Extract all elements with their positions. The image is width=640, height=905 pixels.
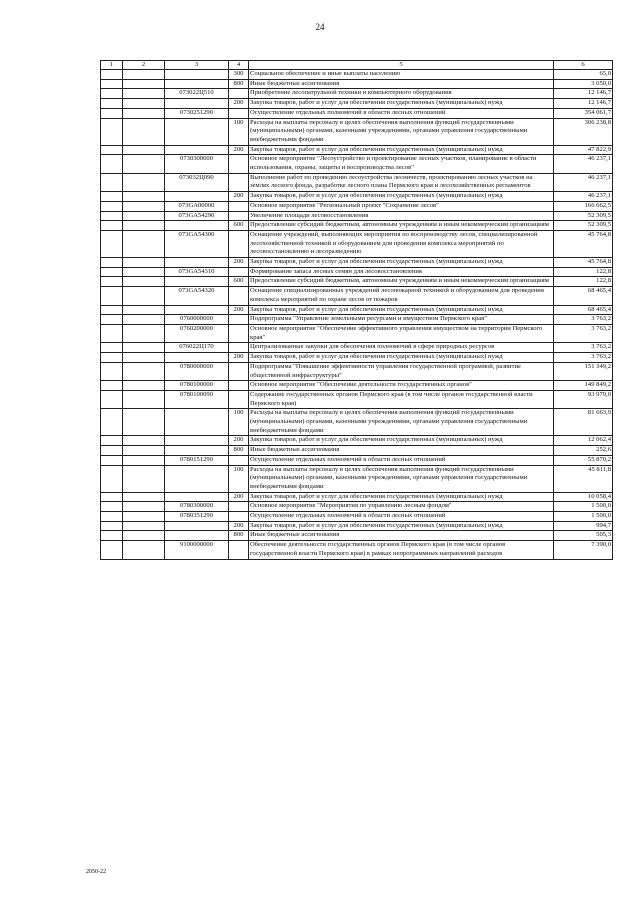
amount-cell: 151 349,2 bbox=[554, 362, 613, 380]
col-1-cell bbox=[101, 455, 123, 465]
item-name-cell: Централизованные закупки для обеспечения полномочий в сфере природных ресурсов bbox=[249, 343, 554, 353]
amount-cell: 55 870,2 bbox=[554, 455, 613, 465]
table-row bbox=[101, 89, 613, 99]
item-name-cell: Подпрограмма "Управление земельными ресурсами и имуществом Пермского края" bbox=[249, 315, 554, 325]
table-row bbox=[101, 502, 613, 512]
table-header-row bbox=[101, 61, 613, 70]
item-name-cell: Закупка товаров, работ и услуг для обеспечения государственных (муниципальных) нужд bbox=[249, 99, 554, 109]
table-row bbox=[101, 230, 613, 257]
column-header-1: 1 bbox=[101, 61, 123, 70]
target-code-cell bbox=[165, 436, 229, 446]
expense-type-cell: 100 bbox=[229, 409, 249, 436]
expense-type-cell bbox=[229, 343, 249, 353]
table-row bbox=[101, 192, 613, 202]
target-code-cell: 9100000000 bbox=[165, 541, 229, 559]
amount-cell: 122,8 bbox=[554, 277, 613, 287]
col-2-cell bbox=[123, 201, 165, 211]
target-code-cell: 0780151290 bbox=[165, 455, 229, 465]
amount-cell: 252,6 bbox=[554, 446, 613, 456]
table-row bbox=[101, 492, 613, 502]
item-name-cell: Закупка товаров, работ и услуг для обеспечения государственных (муниципальных) нужд bbox=[249, 192, 554, 202]
col-2-cell bbox=[123, 521, 165, 531]
amount-cell: 3 050,0 bbox=[554, 79, 613, 89]
column-header-6: 6 bbox=[554, 61, 613, 70]
table-row bbox=[101, 118, 613, 145]
table-row bbox=[101, 305, 613, 315]
amount-cell: 149 849,2 bbox=[554, 381, 613, 391]
col-2-cell bbox=[123, 145, 165, 155]
expense-type-cell bbox=[229, 173, 249, 191]
expense-type-cell bbox=[229, 502, 249, 512]
target-code-cell bbox=[165, 118, 229, 145]
target-code-cell: 0760200000 bbox=[165, 324, 229, 342]
target-code-cell: 0730251290 bbox=[165, 108, 229, 118]
expense-type-cell bbox=[229, 201, 249, 211]
col-1-cell bbox=[101, 362, 123, 380]
expense-type-cell: 200 bbox=[229, 192, 249, 202]
expense-type-cell: 800 bbox=[229, 531, 249, 541]
target-code-cell: 0780000000 bbox=[165, 362, 229, 380]
target-code-cell bbox=[165, 446, 229, 456]
col-1-cell bbox=[101, 267, 123, 277]
col-1-cell bbox=[101, 343, 123, 353]
col-1-cell bbox=[101, 155, 123, 173]
target-code-cell bbox=[165, 192, 229, 202]
amount-cell: 45 764,8 bbox=[554, 258, 613, 268]
item-name-cell: Социальное обеспечение и иные выплаты населению bbox=[249, 70, 554, 80]
col-1-cell bbox=[101, 436, 123, 446]
expense-type-cell: 800 bbox=[229, 446, 249, 456]
expense-type-cell: 200 bbox=[229, 353, 249, 363]
expense-type-cell: 100 bbox=[229, 118, 249, 145]
col-1-cell bbox=[101, 192, 123, 202]
target-code-cell: 0760000000 bbox=[165, 315, 229, 325]
item-name-cell: Основное мероприятие "Лесоустройство и проектирование лесных участков, планирование в области использования, охраны, защиты и воспроизводства лесов" bbox=[249, 155, 554, 173]
target-code-cell bbox=[165, 258, 229, 268]
expense-type-cell: 200 bbox=[229, 145, 249, 155]
item-name-cell: Иные бюджетные ассигнования bbox=[249, 79, 554, 89]
table-row bbox=[101, 79, 613, 89]
item-name-cell: Иные бюджетные ассигнования bbox=[249, 446, 554, 456]
table-row bbox=[101, 258, 613, 268]
col-2-cell bbox=[123, 118, 165, 145]
table-row bbox=[101, 201, 613, 211]
col-2-cell bbox=[123, 465, 165, 492]
col-1-cell bbox=[101, 230, 123, 257]
table-row bbox=[101, 145, 613, 155]
target-code-cell bbox=[165, 145, 229, 155]
table-row bbox=[101, 531, 613, 541]
target-code-cell bbox=[165, 409, 229, 436]
table-row bbox=[101, 315, 613, 325]
item-name-cell: Основное мероприятие "Мероприятия по управлению лесным фондом" bbox=[249, 502, 554, 512]
amount-cell: 7 390,0 bbox=[554, 541, 613, 559]
target-code-cell: 0780100090 bbox=[165, 390, 229, 408]
target-code-cell bbox=[165, 531, 229, 541]
col-2-cell bbox=[123, 512, 165, 522]
table-row bbox=[101, 465, 613, 492]
table-row bbox=[101, 446, 613, 456]
item-name-cell: Формирование запаса лесных семян для лесовосстановления bbox=[249, 267, 554, 277]
col-1-cell bbox=[101, 70, 123, 80]
amount-cell: 47 822,9 bbox=[554, 145, 613, 155]
column-header-2: 2 bbox=[123, 61, 165, 70]
item-name-cell: Приобретение лесопатрульной техники и компьютерного оборудования bbox=[249, 89, 554, 99]
col-2-cell bbox=[123, 99, 165, 109]
target-code-cell bbox=[165, 305, 229, 315]
table-row bbox=[101, 324, 613, 342]
table-row bbox=[101, 362, 613, 380]
col-1-cell bbox=[101, 305, 123, 315]
col-1-cell bbox=[101, 409, 123, 436]
amount-cell: 3 763,2 bbox=[554, 315, 613, 325]
expense-type-cell: 300 bbox=[229, 70, 249, 80]
col-1-cell bbox=[101, 315, 123, 325]
item-name-cell: Осуществление отдельных полномочий в области лесных отношений bbox=[249, 108, 554, 118]
col-1-cell bbox=[101, 353, 123, 363]
amount-cell: 81 663,9 bbox=[554, 409, 613, 436]
item-name-cell: Предоставление субсидий бюджетным, автономным учреждениям и иным некоммерческим организациям bbox=[249, 277, 554, 287]
target-code-cell bbox=[165, 70, 229, 80]
item-name-cell: Расходы на выплаты персоналу в целях обеспечения выполнения функций государственными (муниципальными) органами, казенными учреждениями, органами управления государственными внебюджетными фондами bbox=[249, 465, 554, 492]
col-2-cell bbox=[123, 446, 165, 456]
col-2-cell bbox=[123, 381, 165, 391]
expense-type-cell bbox=[229, 108, 249, 118]
col-1-cell bbox=[101, 502, 123, 512]
col-1-cell bbox=[101, 541, 123, 559]
item-name-cell: Закупка товаров, работ и услуг для обеспечения государственных (муниципальных) нужд bbox=[249, 305, 554, 315]
col-1-cell bbox=[101, 287, 123, 305]
amount-cell: 505,3 bbox=[554, 531, 613, 541]
table-row bbox=[101, 512, 613, 522]
table-row bbox=[101, 221, 613, 231]
amount-cell: 3 763,2 bbox=[554, 324, 613, 342]
col-1-cell bbox=[101, 512, 123, 522]
col-1-cell bbox=[101, 390, 123, 408]
expense-type-cell bbox=[229, 155, 249, 173]
item-name-cell: Расходы на выплаты персоналу в целях обеспечения выполнения функций государственными (муниципальными) органами, казенными учреждениями, органами управления государственными внебюджетными фондами bbox=[249, 118, 554, 145]
budget-table bbox=[100, 60, 613, 560]
item-name-cell: Закупка товаров, работ и услуг для обеспечения государственных (муниципальных) нужд bbox=[249, 492, 554, 502]
col-2-cell bbox=[123, 89, 165, 99]
target-code-cell bbox=[165, 465, 229, 492]
item-name-cell: Обеспечение деятельности государственных органов Пермского края (в том числе органов государственной власти Пермского края) в рамках непрограммных направлений расходов bbox=[249, 541, 554, 559]
table-row bbox=[101, 455, 613, 465]
item-name-cell: Иные бюджетные ассигнования bbox=[249, 531, 554, 541]
col-2-cell bbox=[123, 70, 165, 80]
expense-type-cell bbox=[229, 455, 249, 465]
table-row bbox=[101, 70, 613, 80]
col-1-cell bbox=[101, 492, 123, 502]
col-1-cell bbox=[101, 99, 123, 109]
expense-type-cell bbox=[229, 230, 249, 257]
target-code-cell: 073GA54320 bbox=[165, 287, 229, 305]
col-1-cell bbox=[101, 381, 123, 391]
amount-cell: 12 146,7 bbox=[554, 99, 613, 109]
col-1-cell bbox=[101, 258, 123, 268]
col-1-cell bbox=[101, 201, 123, 211]
target-code-cell: 076022Ц170 bbox=[165, 343, 229, 353]
item-name-cell: Подпрограмма "Повышение эффективности управления государственной программой, развитие общественной инфраструктуры" bbox=[249, 362, 554, 380]
col-1-cell bbox=[101, 446, 123, 456]
amount-cell: 52 309,5 bbox=[554, 211, 613, 221]
item-name-cell: Основное мероприятие "Обеспечение деятельности государственных органов" bbox=[249, 381, 554, 391]
col-2-cell bbox=[123, 353, 165, 363]
expense-type-cell: 200 bbox=[229, 305, 249, 315]
table-row bbox=[101, 343, 613, 353]
amount-cell: 12 146,7 bbox=[554, 89, 613, 99]
expense-type-cell: 600 bbox=[229, 221, 249, 231]
target-code-cell: 0780300000 bbox=[165, 502, 229, 512]
target-code-cell: 073022Ц510 bbox=[165, 89, 229, 99]
target-code-cell bbox=[165, 99, 229, 109]
target-code-cell: 0780351290 bbox=[165, 512, 229, 522]
budget-table-body bbox=[101, 70, 613, 560]
col-2-cell bbox=[123, 305, 165, 315]
table-row bbox=[101, 99, 613, 109]
table-row bbox=[101, 155, 613, 173]
col-2-cell bbox=[123, 502, 165, 512]
target-code-cell bbox=[165, 221, 229, 231]
expense-type-cell: 100 bbox=[229, 465, 249, 492]
col-1-cell bbox=[101, 277, 123, 287]
col-1-cell bbox=[101, 79, 123, 89]
col-1-cell bbox=[101, 173, 123, 191]
col-2-cell bbox=[123, 541, 165, 559]
col-2-cell bbox=[123, 258, 165, 268]
expense-type-cell bbox=[229, 512, 249, 522]
col-2-cell bbox=[123, 221, 165, 231]
amount-cell: 354 061,7 bbox=[554, 108, 613, 118]
col-1-cell bbox=[101, 521, 123, 531]
target-code-cell bbox=[165, 521, 229, 531]
target-code-cell bbox=[165, 79, 229, 89]
col-2-cell bbox=[123, 192, 165, 202]
expense-type-cell bbox=[229, 267, 249, 277]
table-row bbox=[101, 173, 613, 191]
item-name-cell: Выполнение работ по проведению лесоустройства лесничеств, проектированию лесных участков на землях лесного фонда, разработке лесного плана Пермского края и лесохозяйственных регламентов bbox=[249, 173, 554, 191]
col-2-cell bbox=[123, 173, 165, 191]
amount-cell: 46 237,1 bbox=[554, 155, 613, 173]
expense-type-cell bbox=[229, 287, 249, 305]
expense-type-cell: 600 bbox=[229, 277, 249, 287]
item-name-cell: Основное мероприятие "Обеспечение эффективного управления имуществом на территории Пермского края" bbox=[249, 324, 554, 342]
col-2-cell bbox=[123, 277, 165, 287]
target-code-cell bbox=[165, 353, 229, 363]
col-1-cell bbox=[101, 211, 123, 221]
col-2-cell bbox=[123, 211, 165, 221]
table-row bbox=[101, 353, 613, 363]
table-row bbox=[101, 211, 613, 221]
target-code-cell: 0730300000 bbox=[165, 155, 229, 173]
table-row bbox=[101, 108, 613, 118]
amount-cell: 3 763,2 bbox=[554, 353, 613, 363]
col-2-cell bbox=[123, 362, 165, 380]
expense-type-cell: 200 bbox=[229, 258, 249, 268]
item-name-cell: Закупка товаров, работ и услуг для обеспечения государственных (муниципальных) нужд bbox=[249, 353, 554, 363]
item-name-cell: Закупка товаров, работ и услуг для обеспечения государственных (муниципальных) нужд bbox=[249, 521, 554, 531]
expense-type-cell bbox=[229, 362, 249, 380]
expense-type-cell bbox=[229, 315, 249, 325]
table-row bbox=[101, 436, 613, 446]
column-header-4: 4 bbox=[229, 61, 249, 70]
amount-cell: 1 500,0 bbox=[554, 502, 613, 512]
item-name-cell: Закупка товаров, работ и услуг для обеспечения государственных (муниципальных) нужд bbox=[249, 145, 554, 155]
col-1-cell bbox=[101, 324, 123, 342]
amount-cell: 46 237,1 bbox=[554, 173, 613, 191]
col-1-cell bbox=[101, 465, 123, 492]
item-name-cell: Закупка товаров, работ и услуг для обеспечения государственных (муниципальных) нужд bbox=[249, 436, 554, 446]
expense-type-cell: 200 bbox=[229, 521, 249, 531]
item-name-cell: Осуществление отдельных полномочий в области лесных отношений bbox=[249, 512, 554, 522]
target-code-cell: 073GA54290 bbox=[165, 211, 229, 221]
col-2-cell bbox=[123, 108, 165, 118]
col-1-cell bbox=[101, 108, 123, 118]
expense-type-cell bbox=[229, 541, 249, 559]
target-code-cell: 073032Ц090 bbox=[165, 173, 229, 191]
amount-cell: 68 465,4 bbox=[554, 305, 613, 315]
col-2-cell bbox=[123, 155, 165, 173]
table-row bbox=[101, 287, 613, 305]
expense-type-cell: 200 bbox=[229, 99, 249, 109]
target-code-cell: 0780100000 bbox=[165, 381, 229, 391]
table-row bbox=[101, 521, 613, 531]
expense-type-cell: 200 bbox=[229, 436, 249, 446]
col-1-cell bbox=[101, 118, 123, 145]
expense-type-cell bbox=[229, 89, 249, 99]
expense-type-cell bbox=[229, 381, 249, 391]
amount-cell: 93 979,0 bbox=[554, 390, 613, 408]
col-1-cell bbox=[101, 531, 123, 541]
amount-cell: 122,8 bbox=[554, 267, 613, 277]
target-code-cell bbox=[165, 492, 229, 502]
item-name-cell: Осуществление отдельных полномочий в области лесных отношений bbox=[249, 455, 554, 465]
document-code: 2050-22 bbox=[86, 869, 106, 875]
amount-cell: 52 309,5 bbox=[554, 221, 613, 231]
expense-type-cell bbox=[229, 390, 249, 408]
col-2-cell bbox=[123, 287, 165, 305]
table-row bbox=[101, 409, 613, 436]
item-name-cell: Увеличение площади лесовосстановления bbox=[249, 211, 554, 221]
amount-cell: 12 062,4 bbox=[554, 436, 613, 446]
item-name-cell: Закупка товаров, работ и услуг для обеспечения государственных (муниципальных) нужд bbox=[249, 258, 554, 268]
amount-cell: 306 238,8 bbox=[554, 118, 613, 145]
item-name-cell: Предоставление субсидий бюджетным, автономным учреждениям и иным некоммерческим организациям bbox=[249, 221, 554, 231]
table-row bbox=[101, 390, 613, 408]
amount-cell: 994,7 bbox=[554, 521, 613, 531]
table-row bbox=[101, 267, 613, 277]
col-2-cell bbox=[123, 230, 165, 257]
item-name-cell: Содержание государственных органов Пермского края (в том числе органов государственной власти Пермского края) bbox=[249, 390, 554, 408]
amount-cell: 68 465,4 bbox=[554, 287, 613, 305]
table-row bbox=[101, 277, 613, 287]
item-name-cell: Расходы на выплаты персоналу в целях обеспечения выполнения функций государственными (муниципальными) органами, казенными учреждениями, органами управления государственными внебюджетными фондами bbox=[249, 409, 554, 436]
target-code-cell: 073GA54310 bbox=[165, 267, 229, 277]
amount-cell: 10 058,4 bbox=[554, 492, 613, 502]
col-2-cell bbox=[123, 267, 165, 277]
col-2-cell bbox=[123, 531, 165, 541]
amount-cell: 46 237,1 bbox=[554, 192, 613, 202]
expense-type-cell: 800 bbox=[229, 79, 249, 89]
col-1-cell bbox=[101, 145, 123, 155]
target-code-cell: 073GA00000 bbox=[165, 201, 229, 211]
amount-cell: 166 662,5 bbox=[554, 201, 613, 211]
amount-cell: 45 811,8 bbox=[554, 465, 613, 492]
col-2-cell bbox=[123, 409, 165, 436]
amount-cell: 3 763,2 bbox=[554, 343, 613, 353]
amount-cell: 65,0 bbox=[554, 70, 613, 80]
col-2-cell bbox=[123, 324, 165, 342]
item-name-cell: Оснащение специализированных учреждений лесопожарной техникой и оборудованием для проведения комплекса мероприятий по охране лесов от пожаров bbox=[249, 287, 554, 305]
expense-type-cell: 200 bbox=[229, 492, 249, 502]
column-header-3: 3 bbox=[165, 61, 229, 70]
col-2-cell bbox=[123, 79, 165, 89]
column-header-5: 5 bbox=[249, 61, 554, 70]
col-2-cell bbox=[123, 343, 165, 353]
expense-type-cell bbox=[229, 211, 249, 221]
target-code-cell bbox=[165, 277, 229, 287]
page-number: 24 bbox=[315, 22, 325, 32]
amount-cell: 1 500,0 bbox=[554, 512, 613, 522]
col-2-cell bbox=[123, 390, 165, 408]
col-2-cell bbox=[123, 455, 165, 465]
expense-type-cell bbox=[229, 324, 249, 342]
table-row bbox=[101, 381, 613, 391]
col-1-cell bbox=[101, 221, 123, 231]
col-1-cell bbox=[101, 89, 123, 99]
col-2-cell bbox=[123, 492, 165, 502]
col-2-cell bbox=[123, 315, 165, 325]
table-row bbox=[101, 541, 613, 559]
amount-cell: 45 764,8 bbox=[554, 230, 613, 257]
col-2-cell bbox=[123, 436, 165, 446]
item-name-cell: Основное мероприятие "Региональный проект "Сохранение лесов" bbox=[249, 201, 554, 211]
target-code-cell: 073GA54300 bbox=[165, 230, 229, 257]
item-name-cell: Оснащение учреждений, выполняющих мероприятия по воспроизводству лесов, специализированной лесохозяйственной техникой и оборудованием для проведения комплекса мероприятий по лесовосстановлению и лесоразведению bbox=[249, 230, 554, 257]
